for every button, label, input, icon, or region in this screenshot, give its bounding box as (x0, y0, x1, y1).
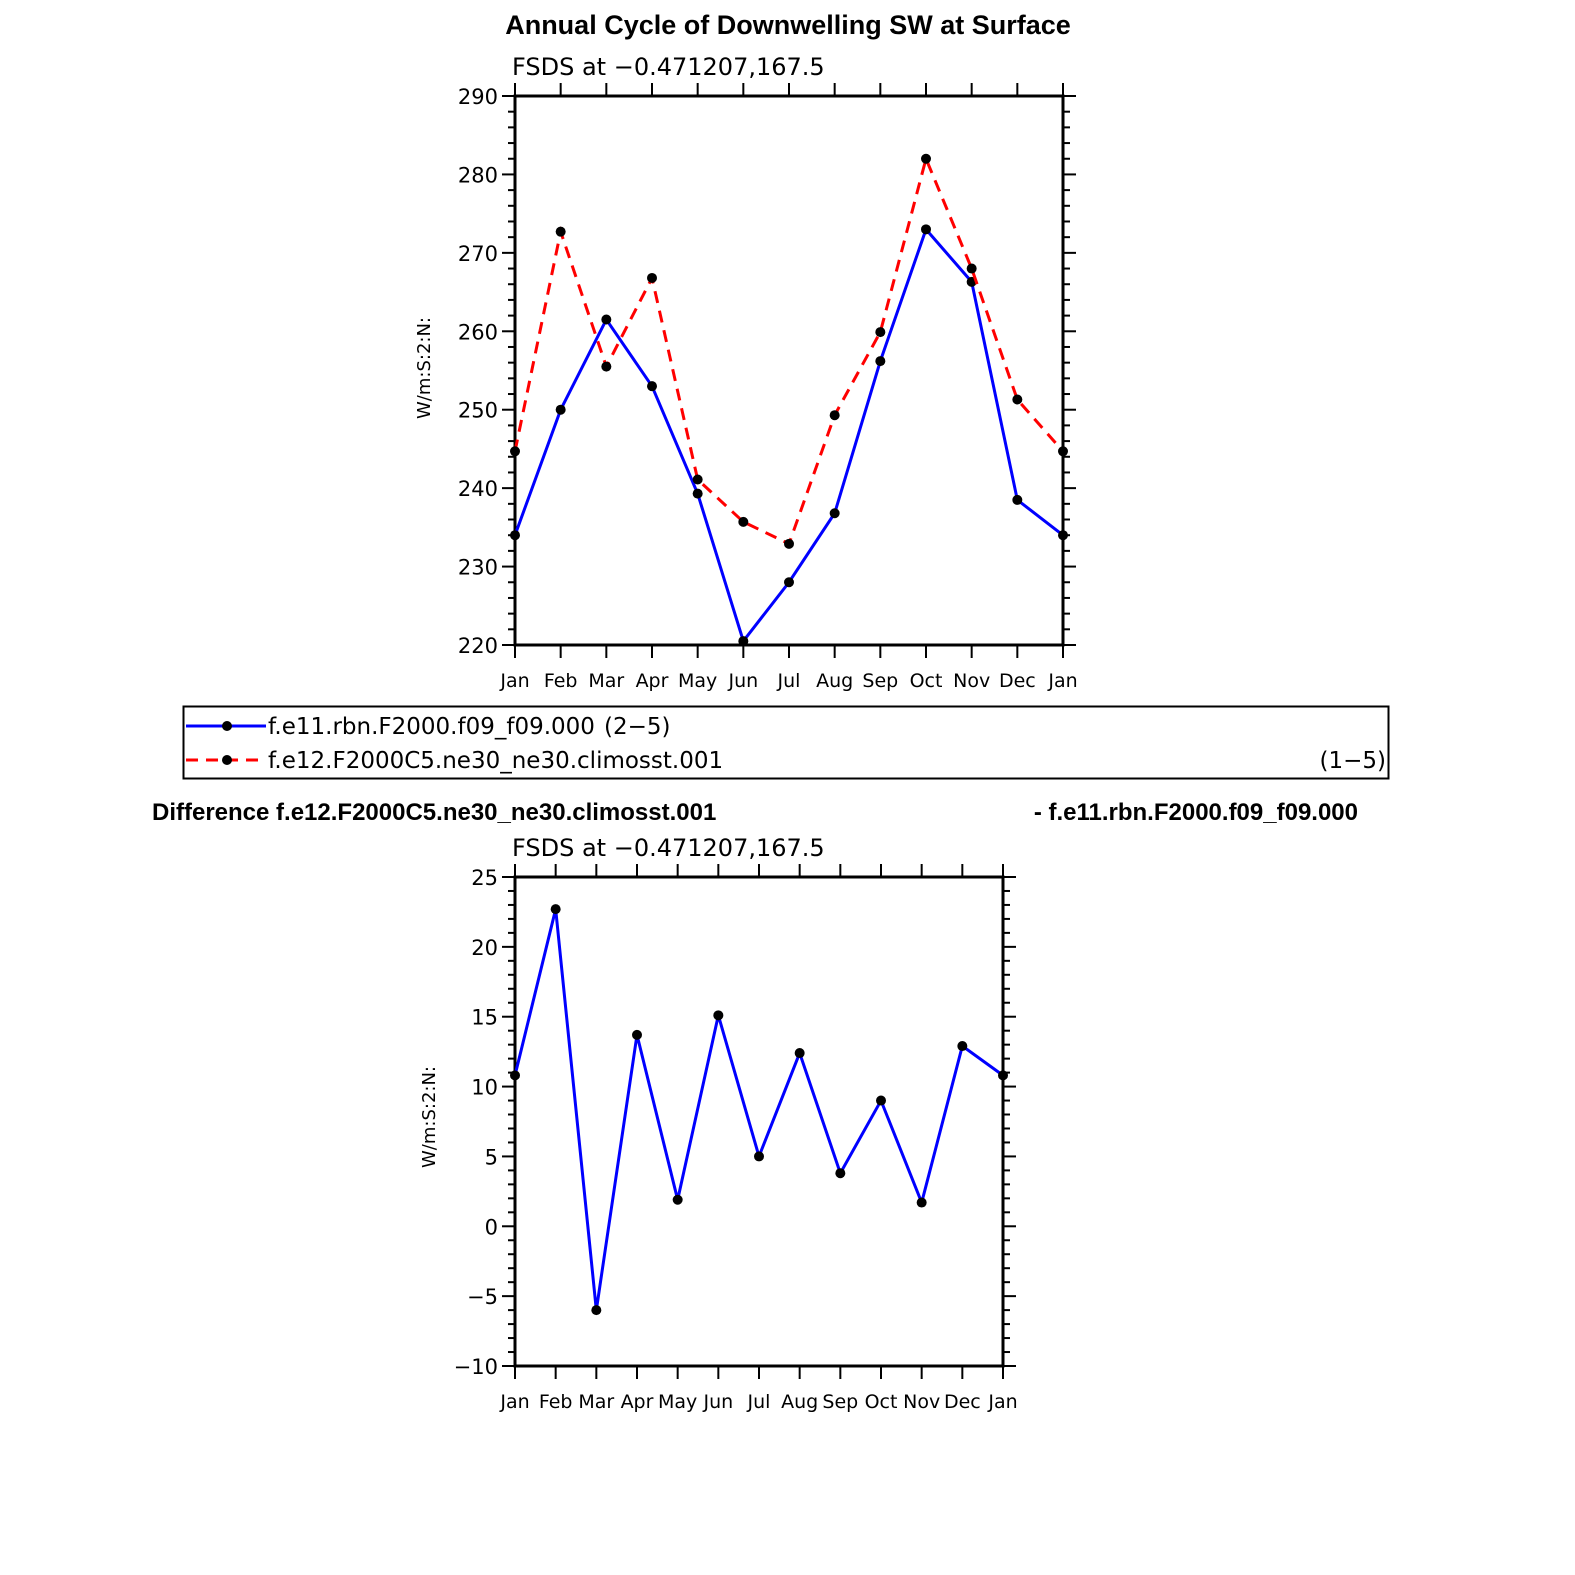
chart1-plot-frame (515, 96, 1063, 645)
chart1-ytick-label: 230 (457, 555, 498, 580)
chart2-subtitle: FSDS at −0.471207,167.5 (512, 834, 825, 862)
chart2-series-1-point (876, 1096, 886, 1106)
chart1-xtick-label: Jan (1048, 670, 1078, 692)
chart1-series-1-point (1012, 495, 1022, 505)
chart2-series-1-point (754, 1151, 764, 1161)
chart1-series-2-point (967, 264, 977, 274)
chart1-series-1-point (1058, 530, 1068, 540)
chart1-xtick-label: Jul (777, 670, 801, 692)
chart2-title-left: Difference f.e12.F2000C5.ne30_ne30.climosst.001 (152, 799, 717, 826)
chart1-ylabel: W/m:S:2:N: (414, 317, 435, 419)
chart1-xtick-label: Sep (862, 670, 899, 692)
chart1-xtick-label: Dec (998, 670, 1036, 692)
chart2-series-1-point (673, 1195, 683, 1205)
chart2-title-right: - f.e11.rbn.F2000.f09_f09.000 (1033, 799, 1358, 826)
chart1-ytick-label: 240 (457, 477, 498, 502)
chart2-axes (454, 864, 1018, 1413)
chart2-xtick-label: Jan (500, 1391, 530, 1413)
chart1-xtick-label: Mar (588, 670, 625, 692)
chart1-series-1-point (738, 636, 748, 646)
chart2-xtick-label: Aug (781, 1391, 819, 1413)
chart1-series-2-point (921, 154, 931, 164)
chart2-ytick-label: 10 (471, 1075, 498, 1100)
chart2-xtick-label: Apr (620, 1391, 654, 1413)
chart2-series-1-point (957, 1041, 967, 1051)
chart2-series-1-line (515, 909, 1003, 1310)
chart1-series-2-point (784, 539, 794, 549)
chart1-series-1-point (510, 530, 520, 540)
chart2-series-1-point (510, 1070, 520, 1080)
chart1-series-2-point (875, 327, 885, 337)
chart1-series-2-point (647, 273, 657, 283)
chart1-ytick-label: 280 (457, 163, 498, 188)
chart1-xtick-label: Aug (816, 670, 854, 692)
chart2-ytick-label: 20 (471, 935, 498, 960)
legend-marker-red (222, 755, 232, 765)
chart1-axes (458, 83, 1078, 692)
chart2-series-1-point (795, 1048, 805, 1058)
chart1-series-2-point (1058, 446, 1068, 456)
chart1-series-2-point (830, 410, 840, 420)
chart2-series-1-point (713, 1010, 723, 1020)
legend (184, 707, 1389, 779)
chart1-series-2-point (556, 227, 566, 237)
chart2-xtick-label: Nov (903, 1391, 941, 1413)
chart2-plot-frame (515, 877, 1003, 1366)
chart2-xtick-label: Oct (864, 1391, 898, 1413)
chart2-series-1-point (632, 1030, 642, 1040)
chart2-series-1-point (917, 1198, 927, 1208)
legend-range-blue: (2−5) (604, 714, 671, 740)
chart2-series-1-point (998, 1070, 1008, 1080)
chart2-xtick-label: May (658, 1391, 698, 1413)
chart1-series-1-point (693, 489, 703, 499)
chart1-ytick-label: 270 (457, 241, 498, 266)
chart2-xtick-label: Sep (822, 1391, 859, 1413)
chart2-ytick-label: 0 (484, 1215, 498, 1240)
legend-marker-blue (222, 721, 232, 731)
chart2-series (510, 904, 1008, 1315)
chart1-xtick-label: May (678, 670, 718, 692)
chart2-ytick-label: 15 (471, 1005, 498, 1030)
chart2-xtick-label: Jul (747, 1391, 771, 1413)
chart1-series (510, 154, 1068, 646)
chart1-series-2-line (515, 159, 1063, 544)
chart1-xtick-label: Oct (909, 670, 943, 692)
chart1-series-2-point (1012, 395, 1022, 405)
chart1-title: Annual Cycle of Downwelling SW at Surface (505, 10, 1071, 40)
chart1-xtick-label: Jan (500, 670, 530, 692)
chart2-ytick-label: 5 (484, 1145, 498, 1170)
legend-label-blue: f.e11.rbn.F2000.f09_f09.000 (268, 714, 595, 740)
chart1-xtick-label: Apr (635, 670, 669, 692)
legend-label-red: f.e12.F2000C5.ne30_ne30.climosst.001 (268, 748, 724, 774)
chart2-ytick-label: −10 (453, 1355, 498, 1379)
chart1-series-1-point (601, 315, 611, 325)
legend-range-red: (1−5) (1319, 748, 1386, 774)
chart2-xtick-label: Jan (988, 1391, 1018, 1413)
chart1-series-2-point (693, 475, 703, 485)
chart1-series-1-point (875, 356, 885, 366)
chart2-series-1-point (835, 1168, 845, 1178)
chart2-series-1-point (551, 904, 561, 914)
chart1-series-1-point (647, 381, 657, 391)
chart2-xtick-label: Feb (538, 1391, 573, 1413)
chart1-series-1-point (556, 405, 566, 415)
chart1-series-2-point (738, 517, 748, 527)
chart1-xtick-label: Jun (728, 670, 759, 692)
chart2-xtick-label: Dec (943, 1391, 981, 1413)
chart1-series-2-point (601, 362, 611, 372)
chart2-ytick-label: −5 (467, 1285, 498, 1310)
chart1-xtick-label: Nov (953, 670, 991, 692)
chart1-ytick-label: 290 (457, 85, 498, 109)
chart2-xtick-label: Jun (703, 1391, 734, 1413)
chart1-series-1-point (921, 224, 931, 234)
chart1-series-1-point (830, 508, 840, 518)
chart1-ytick-label: 220 (457, 634, 498, 658)
chart1-ytick-label: 250 (457, 398, 498, 423)
chart1-series-2-point (510, 446, 520, 456)
chart1-subtitle: FSDS at −0.471207,167.5 (512, 53, 825, 81)
chart2-xtick-label: Mar (578, 1391, 615, 1413)
chart1-series-1-point (784, 577, 794, 587)
chart1-ytick-label: 260 (457, 320, 498, 345)
chart2-ylabel: W/m:S:2:N: (419, 1066, 440, 1168)
chart2-series-1-point (591, 1305, 601, 1315)
chart2-ytick-label: 25 (471, 866, 498, 890)
chart1-xtick-label: Feb (543, 670, 578, 692)
